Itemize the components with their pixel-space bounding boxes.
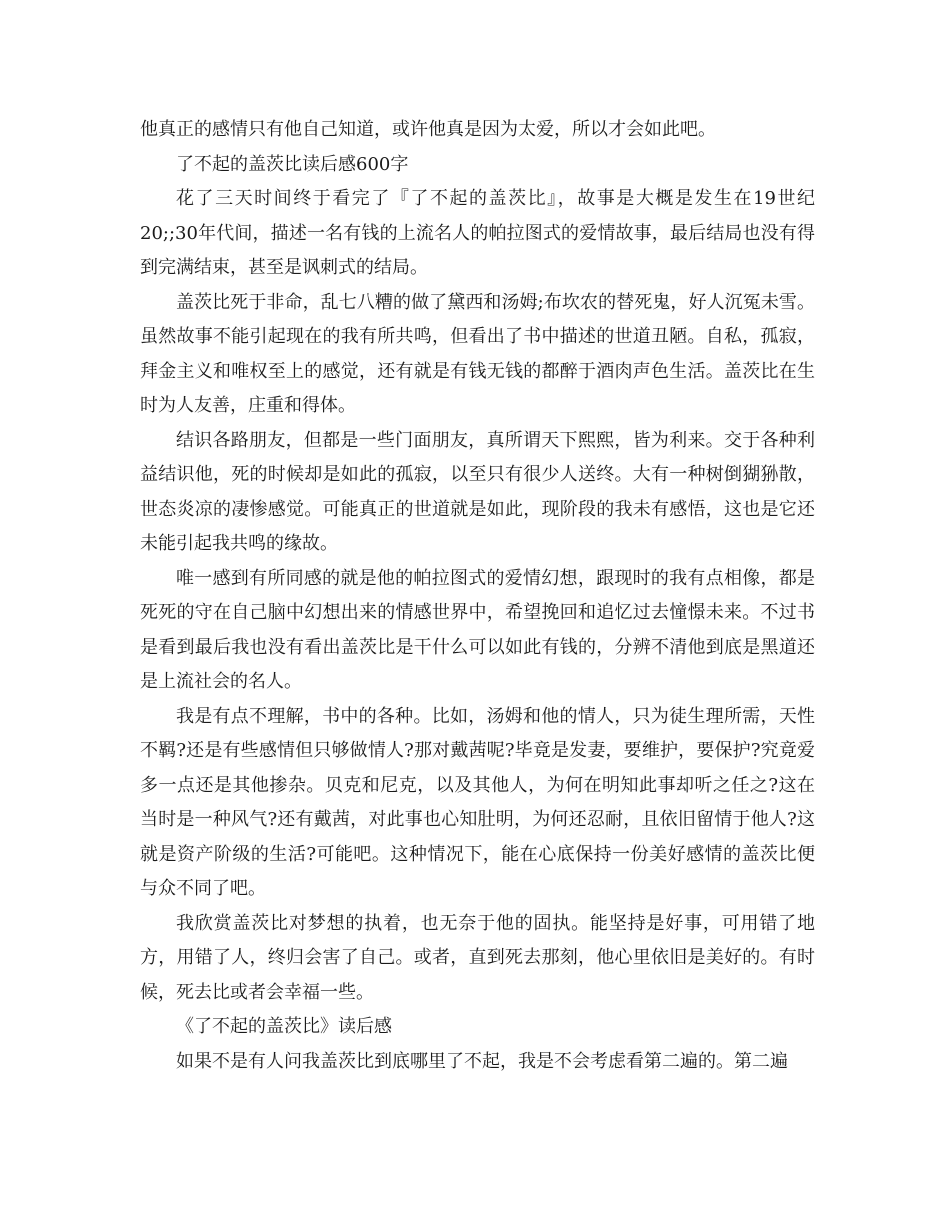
paragraph-friends: 结识各路朋友，但都是一些门面朋友，真所谓天下熙熙，皆为利来。交于各种利益结识他，死的时候却是如此的孤寂，以至只有很少人送终。大有一种树倒猢狲散，世态炎凉的凄惨感觉。可能真正的世道就是如此，现阶段的我未有感悟，这也是它还未能引起我共鸣的缘故。 [140,429,815,554]
paragraph-continuation: 他真正的感情只有他自己知道，或许他真是因为太爱，所以才会如此吧。 [140,119,716,140]
paragraph-intro: 花了三天时间终于看完了『了不起的盖茨比』，故事是大概是发生在19世纪20;;30年代间，描述一名有钱的上流名人的帕拉图式的爱情故事，最后结局也没有得到完满结束，甚至是讽刺式的结局。 [140,188,815,278]
document-body [140,113,815,1079]
paragraph-questions: 我是有点不理解，书中的各种。比如，汤姆和他的情人，只为徒生理所需，天性不羁?还是有些感情但只够做情人?那对戴茜呢?毕竟是发妻，要维护，要保护?究竟爱多一点还是其他掺杂。贝克和尼克，以及其他人，为何在明知此事却听之任之?这在当时是一种风气?还有戴茜，对此事也心知肚明，为何还忍耐，且依旧留情于他人?这就是资产阶级的生活?可能吧。这种情况下，能在心底保持一份美好感情的盖茨比便与众不同了吧。 [140,705,815,899]
paragraph-admiration: 我欣赏盖茨比对梦想的执着，也无奈于他的固执。能坚持是好事，可用错了地方，用错了人，终归会害了自己。或者，直到死去那刻，他心里依旧是美好的。有时候，死去比或者会幸福一些。 [140,912,815,1003]
paragraph-death: 盖茨比死于非命，乱七八糟的做了黛西和汤姆;布坎农的替死鬼，好人沉冤未雪。虽然故事不能引起现在的我有所共鸣，但看出了书中描述的世道丑陋。自私，孤寂，拜金主义和唯权至上的感觉，还有就是有钱无钱的都醉于酒肉声色生活。盖茨比在生时为人友善，庄重和得体。 [140,291,815,416]
section-heading-review: 《了不起的盖茨比》读后感 [176,1016,392,1037]
section-heading-600: 了不起的盖茨比读后感600字 [176,153,409,175]
paragraph-fantasy: 唯一感到有所同感的就是他的帕拉图式的爱情幻想，跟现时的我有点相像，都是死死的守在自己脑中幻想出来的情感世界中，希望挽回和追忆过去憧憬未来。不过书是看到最后我也没有看出盖茨比是干什么可以如此有钱的，分辨不清他到底是黑道还是上流社会的名人。 [140,567,815,692]
paragraph-second-reading: 如果不是有人问我盖茨比到底哪里了不起，我是不会考虑看第二遍的。第二遍 [176,1050,788,1072]
